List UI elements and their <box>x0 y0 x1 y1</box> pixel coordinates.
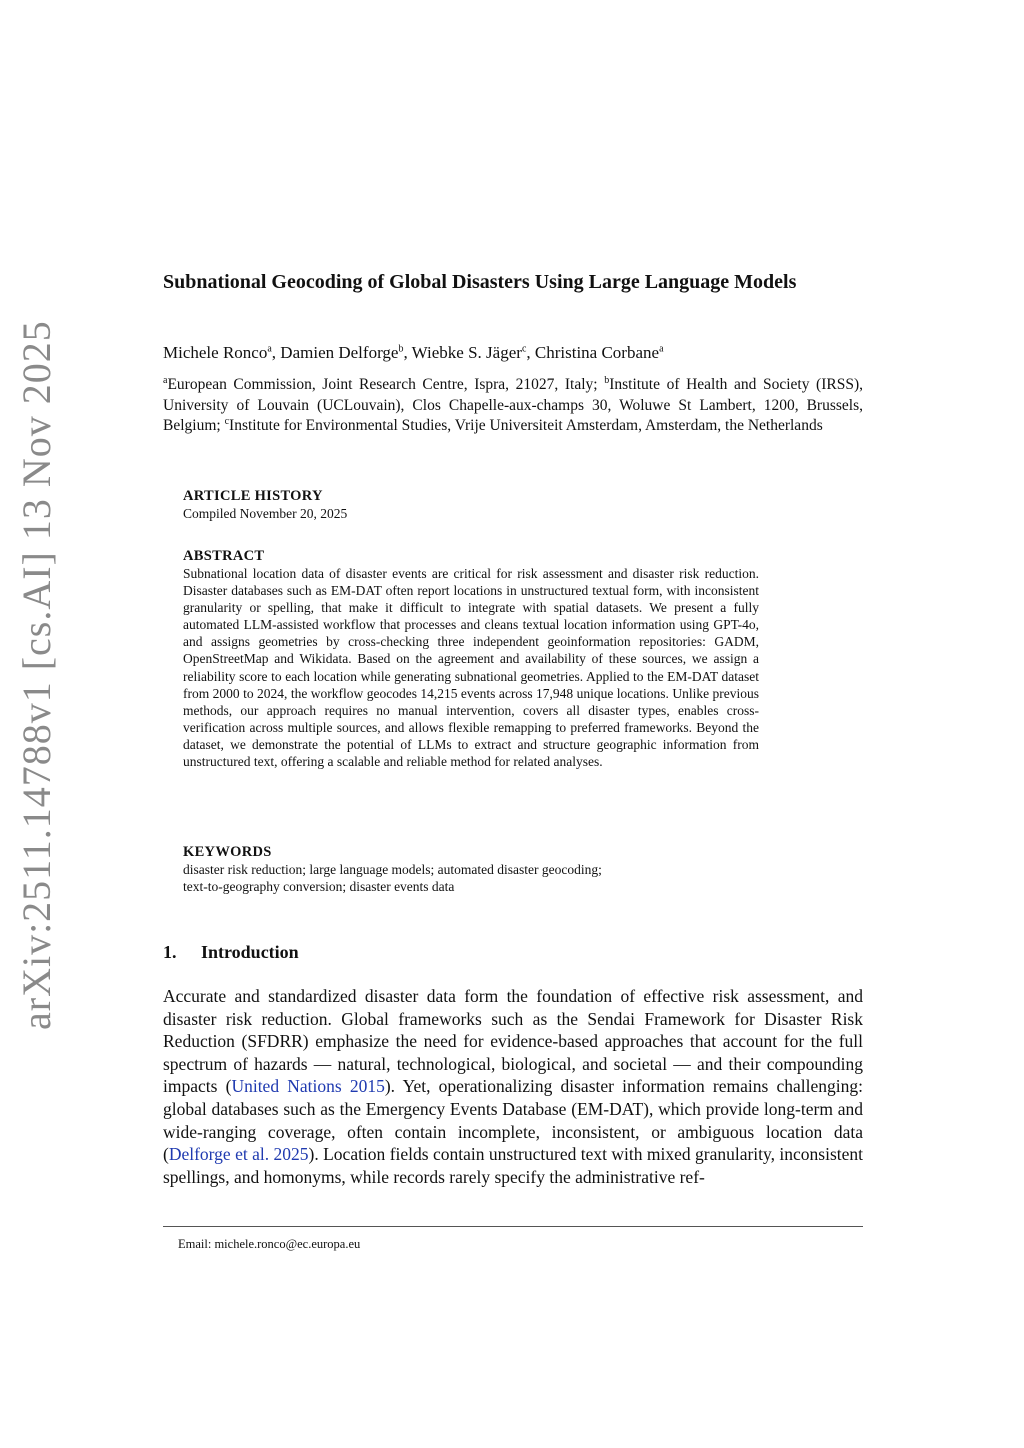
abstract-section <box>183 547 759 770</box>
author-affil-mark: b <box>398 343 404 355</box>
affil-mark: b <box>604 374 610 386</box>
affiliation-text: Institute of Health and Society (IRSS), University of Louvain (UCLouvain), Clos Chapelle-aux-champs 30, Woluwe St Lambert, 1200, Brussels, Belgium; <box>163 376 863 435</box>
author-name: Christina Corbane <box>534 343 660 362</box>
keywords-text <box>183 861 759 895</box>
footnote-divider <box>163 1226 863 1227</box>
introduction-paragraph <box>163 985 863 1211</box>
body-text: Accurate and standardized disaster data form the foundation of effective risk assessment, and disaster risk reduction. Global frameworks such as the Sendai Framework for Disaster Risk Reduction (SFDRR) emphasize the need for evidence-based approaches that account for the full spectrum of hazards — natural, technological, biological, and societal — and their compounding impacts ( <box>163 986 863 1097</box>
affil-mark: c <box>224 416 230 428</box>
section-number: 1. <box>163 942 177 962</box>
section-title: Introduction <box>201 942 299 962</box>
section-heading-introduction <box>163 940 299 964</box>
body-text: ). Yet, operationalizing disaster information remains challenging: global databases such as the Emergency Events Database (EM-DAT), which provide long-term and wide-ranging coverage, often contain incomplete, inconsistent, or ambiguous location data ( <box>163 1076 863 1165</box>
author-name: Michele Ronco <box>163 343 268 362</box>
author-affil-mark: c <box>521 343 527 355</box>
keywords-section <box>183 843 759 895</box>
author-list: Michele Ronco$^a$, Damien Delforge$^b$, Wiebke S. Jäger$^c$, Christina Corbane$^a$ <box>163 343 664 362</box>
citation-link[interactable]: Delforge et al. 2025 <box>168 1144 309 1165</box>
author-affil-mark: a <box>267 343 272 355</box>
affiliations <box>163 375 863 437</box>
body-text: ). Location fields contain unstructured text with mixed granularity, inconsistent spellings, and homonyms, while records rarely specify the administrative ref- <box>163 1144 863 1187</box>
citation-link[interactable]: United Nations 2015 <box>231 1076 385 1097</box>
article-history <box>183 487 759 522</box>
history-heading: ARTICLE HISTORY <box>183 488 323 504</box>
keywords-line: text-to-geography conversion; disaster events data <box>183 879 455 895</box>
compiled-date: Compiled November 20, 2025 <box>183 506 348 521</box>
keywords-heading: KEYWORDS <box>183 844 272 860</box>
keywords-line: disaster risk reduction; large language models; automated disaster geocoding; <box>183 862 602 877</box>
author-name: Damien Delforge <box>280 343 399 362</box>
affiliation-text: Institute for Environmental Studies, Vrije Universiteit Amsterdam, Amsterdam, the Netherlands <box>229 417 823 435</box>
abstract-heading: ABSTRACT <box>183 548 265 564</box>
paper-title: Subnational Geocoding of Global Disasters Using Large Language Models <box>163 271 797 293</box>
abstract-text: Subnational location data of disaster events are critical for risk assessment and disaster risk reduction. Disaster databases such as EM-DAT often report locations in unstructured textual form, with inconsistent granularity or spelling, that make it difficult to integrate with spatial datasets. We present a fully automated LLM-assisted workflow that processes and cleans textual location information using GPT-4o, and assigns geometries by cross-checking three independent geoinformation repositories: GADM, OpenStreetMap and Wikidata. Based on the agreement and availability of these sources, we assign a reliability score to each location while generating subnational geometries. Applied to the EM-DAT dataset from 2000 to 2024, the workflow geocodes 14,215 events across 17,948 unique locations. Unlike previous methods, our approach requires no manual intervention, covers all disaster types, enables cross-verification across multiple sources, and allows flexible remapping to preferred frameworks. Beyond the dataset, we demonstrate the potential of LLMs to extract and structure geographic information from unstructured text, offering a scalable and reliable method for related analyses. <box>183 566 759 770</box>
author-affil-mark: a <box>659 343 664 355</box>
footnote-email: Email: michele.ronco@ec.europa.eu <box>178 1237 361 1251</box>
arxiv-watermark: arXiv:2511.14788v1 [cs.AI] 13 Nov 2025 <box>14 320 59 1030</box>
affiliation-text: European Commission, Joint Research Centre, Ispra, 21027, Italy; <box>167 376 605 393</box>
author-name: Wiebke S. Jäger <box>411 343 522 362</box>
affil-mark: a <box>163 374 168 386</box>
